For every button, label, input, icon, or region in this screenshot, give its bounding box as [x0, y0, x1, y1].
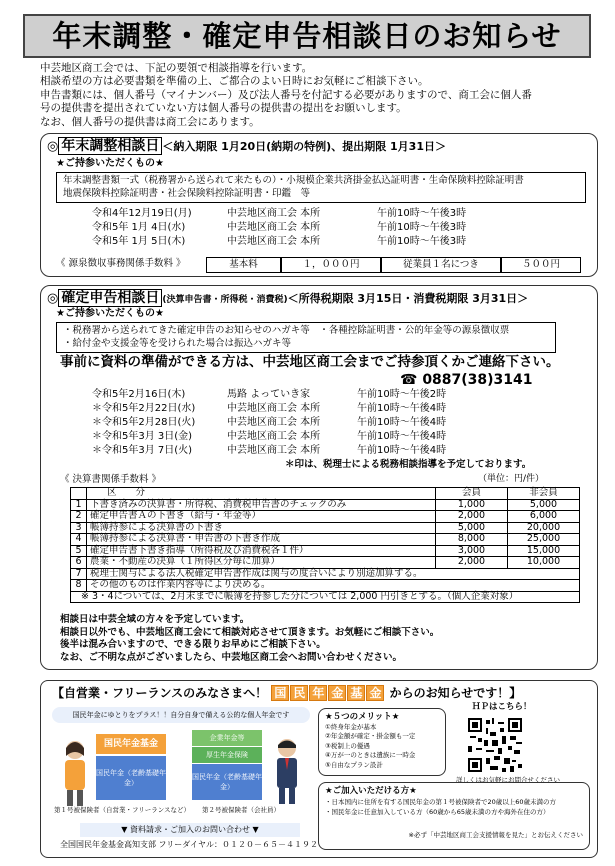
table-header-row [71, 488, 580, 500]
closing-line: なお、ご不明な点がございましたら、中芸地区商工会へお問い合わせください。 [60, 651, 403, 663]
welfare-block: 厚生年金保険 [192, 747, 262, 763]
schedule-place: 中芸地区商工会 本所 [227, 236, 321, 247]
merit-item: ④万が一のときは遺族に一時金 [325, 751, 416, 760]
woman-illustration-icon [58, 738, 92, 808]
table-cell: 確定申告書Ａの下書き（給与・年金等） [87, 511, 436, 523]
kikin-block: 国民年金基金 [96, 734, 166, 754]
contact-line: 全国国民年金基金高知支部 フリーダイヤル：０１２０－６５－４１９２ [60, 840, 318, 849]
qr-code-icon[interactable] [466, 716, 524, 774]
request-banner[interactable]: ▼ 資料請求・ご加入のお問い合わせ ▼ [80, 823, 300, 837]
schedule-place: 中芸地区商工会 本所 [227, 222, 321, 233]
schedule-date: ＊令和5年3月 7日(火) [92, 445, 193, 456]
table-cell: 4 [71, 534, 87, 546]
table-row [71, 545, 580, 557]
merit-item: ①終身年金が基本 [325, 722, 377, 731]
schedule-time: 午前10時～午後4時 [357, 445, 447, 456]
join-item: ・国民年金に任意加入している方（60歳から65歳未満の方や海外在住の方） [325, 807, 550, 816]
join-item: ・日本国内に住所を有する国民年金の第１号被保険者で20歳以上60歳未満の方 [325, 797, 557, 806]
nenmatsu-title: 年末調整相談日 [58, 137, 162, 155]
table-header-member: 会員 [436, 488, 508, 500]
table-cell: 20,000 [508, 522, 580, 534]
kokumin-block-1: 国民年金（老齢基礎年金） [96, 756, 166, 800]
table-cell: 5 [71, 545, 87, 557]
join-list [325, 797, 583, 817]
fee-per-label: 従業員１名につき [381, 257, 501, 273]
schedule-date: 令和4年12月19日(月) [92, 208, 192, 219]
schedule-time: 午前10時～午後4時 [357, 431, 447, 442]
merit-item: ③税制上の優遇 [325, 741, 370, 750]
hp-label: ＨＰはこちら！ [472, 702, 532, 712]
merit-item: ②年金額が確定・掛金額も一定 [325, 732, 416, 741]
nenmatsu-bring-label: ★ご持参いただくもの★ [56, 158, 164, 169]
join-title: ★ご加入いただける方★ [325, 786, 417, 796]
table-cell: 税理士関与による法人税確定申告書作成は関与の度合いにより別途加算する。 [87, 568, 580, 580]
kakutei-fee-label: 《 決算書関係手数料 》 [60, 474, 162, 485]
schedule-time: 午前10時～午後3時 [377, 236, 467, 247]
schedule-row [92, 388, 572, 402]
schedule-place: 中芸地区商工会 本所 [227, 208, 321, 219]
closing-line: 相談日以外でも、中芸地区商工会にて相談対応させて頂きます。お気軽にご相談下さい。 [60, 626, 440, 638]
merits-list [325, 723, 439, 771]
businessman-illustration-icon [270, 736, 304, 806]
ad-banner: 国民年金にゆとりをプラス！！自分自身で備える公的な個人年金です [52, 707, 310, 723]
corp-block: 企業年金等 [192, 730, 262, 746]
phone-number[interactable]: ☎ 0887(38)3141 [400, 372, 533, 388]
ad-tag: 基 [347, 685, 365, 701]
fee-table [70, 487, 580, 603]
type1-text: 第１号被保険者 [54, 806, 100, 814]
nenmatsu-schedule [92, 207, 572, 249]
schedule-date: ＊令和5年2月22日(水) [92, 403, 196, 414]
table-cell: 農業・不動産の決算（１所得区分毎に加算） [87, 557, 436, 569]
schedule-time: 午前10時～午後4時 [357, 417, 447, 428]
ad-tag: 国 [271, 685, 289, 701]
fee-label: 《 源泉徴収事務関係手数料 》 [56, 258, 186, 269]
nenmatsu-fee-row [56, 257, 586, 273]
table-cell: 5,000 [436, 522, 508, 534]
fee-base-value: １，０００円 [281, 257, 381, 273]
intro-line: 中芸地区商工会では、下記の要領で相談指導を行います。 [40, 62, 313, 74]
ad-tag: 年 [309, 685, 327, 701]
kakutei-bring-list [56, 322, 556, 353]
tax-note: ＊印は、税理士による税務相談指導を予定しております。 [285, 459, 532, 470]
intro-line: 申告書類には、個人番号（マイナンバー）及び法人番号を付記する必要がありますので、商工会に個人番 [40, 88, 532, 101]
table-cell: 確定申告書下書き指導（所得税及び消費税各１件） [87, 545, 436, 557]
qr-caption: 詳しくはお気軽にお問合せください [456, 776, 560, 784]
table-cell: 2,000 [436, 511, 508, 523]
pension-diagram [52, 728, 310, 818]
table-cell: 1 [71, 499, 87, 511]
table-cell: 7 [71, 568, 87, 580]
table-cell: 帳簿持参による決算書の下書き [87, 522, 436, 534]
table-cell: 1,000 [436, 499, 508, 511]
table-cell: 6,000 [508, 511, 580, 523]
kokumin-block-2: 国民年金（老齢基礎年金） [192, 764, 262, 800]
join-box [318, 782, 590, 850]
table-cell: 帳簿持参による決算書・申告書の下書き作成 [87, 534, 436, 546]
table-cell: 下書き済みの決算書・所得税、消費税申告書のチェックのみ [87, 499, 436, 511]
closing-line: 後半は混み合いますので、できる限りお早めにご相談下さい。 [60, 639, 326, 650]
nenmatsu-heading [47, 138, 446, 156]
ad-tag: 金 [328, 685, 346, 701]
table-cell: 2 [71, 511, 87, 523]
table-cell: 8,000 [436, 534, 508, 546]
schedule-date: 令和5年2月16日(木) [92, 389, 186, 400]
table-cell: 5,000 [508, 499, 580, 511]
intro-line: 号の提供書を提出されていない方は個人番号の提供書の提出をお願いします。 [40, 102, 407, 115]
ad-tag: 民 [290, 685, 308, 701]
table-row [71, 557, 580, 569]
schedule-place: 中芸地区商工会 本所 [227, 445, 321, 456]
bullet-circle: ◎ [47, 291, 59, 306]
schedule-time: 午前10時～午後3時 [377, 222, 467, 233]
merits-title: ★５つのメリット★ [325, 712, 400, 722]
bring-item: 地震保険料控除証明書・社会保険料控除証明書・印鑑 等 [63, 187, 311, 199]
nenmatsu-bring-list [56, 172, 586, 203]
kakutei-bring-label: ★ご持参いただくもの★ [56, 308, 164, 319]
closing-notes [60, 614, 590, 664]
schedule-place: 中芸地区商工会 本所 [227, 431, 321, 442]
schedule-row [92, 416, 572, 430]
schedule-date: ＊令和5年2月28日(火) [92, 417, 196, 428]
schedule-date: 令和5年 1月 4日(水) [92, 222, 186, 233]
schedule-row [92, 402, 572, 416]
page-title: 年末調整・確定申告相談日のお知らせ [23, 14, 591, 58]
schedule-time: 午前10時～午後4時 [357, 403, 447, 414]
kakutei-notice: 事前に資料の準備ができる方は、中芸地区商工会までご持参頂くかご連絡下さい。 [60, 354, 560, 370]
schedule-place: 中芸地区商工会 本所 [227, 403, 321, 414]
table-header-nonmember: 非会員 [508, 488, 580, 500]
join-note: ※必ず「中芸地区商工会支援情報を見た」とお伝えください [408, 830, 583, 839]
table-cell: 3 [71, 522, 87, 534]
type2-label [202, 806, 280, 814]
schedule-row [92, 207, 572, 221]
kakutei-title: 確定申告相談日 [58, 289, 162, 307]
table-cell: 25,000 [508, 534, 580, 546]
schedule-date: 令和5年 1月 5日(木) [92, 236, 186, 247]
table-header-kubun: 区 分 [87, 488, 436, 500]
unit-label: （単位：円/件） [478, 474, 545, 484]
bullet-circle: ◎ [47, 139, 59, 154]
table-cell: 10,000 [508, 557, 580, 569]
table-cell: その他のものは作業内容等により決める。 [87, 580, 580, 592]
type1-note: （自営業・フリーランスなど） [99, 806, 191, 814]
type2-text: 第２号被保険者 [202, 806, 248, 814]
ad-headline-pre: 【自営業・フリーランスのみなさまへ！ [52, 686, 268, 700]
ad-tag: 金 [366, 685, 384, 701]
merits-box [318, 708, 446, 776]
table-row [71, 568, 580, 580]
table-row [71, 522, 580, 534]
schedule-place: 中芸地区商工会 本所 [227, 417, 321, 428]
ad-headline-post: からのお知らせです！】 [389, 686, 522, 700]
bring-item: ・税務署から送られてきた確定申告のお知らせのハガキ等 ・各種控除証明書・公的年金等の源泉徴収票 [63, 325, 510, 336]
table-row [71, 580, 580, 592]
kakutei-schedule [92, 388, 572, 458]
schedule-row [92, 221, 572, 235]
table-row [71, 499, 580, 511]
schedule-place: 馬路 よっていき家 [227, 389, 311, 400]
schedule-date: ＊令和5年3月 3日(金) [92, 431, 193, 442]
table-cell: 3,000 [436, 545, 508, 557]
intro-line: 相談希望の方は必要書類を準備の上、ご都合のよい日時にお気軽にご相談下さい。 [40, 75, 429, 88]
schedule-row [92, 430, 572, 444]
schedule-time: 午前10時～午後2時 [357, 389, 447, 400]
merit-item: ⑤自由なプラン設計 [325, 760, 383, 769]
kakutei-heading [47, 290, 528, 308]
schedule-row [92, 444, 572, 458]
bring-item: ・給付金や支援金等を受けられた場合は振込ハガキ等 [63, 337, 292, 349]
table-cell [71, 488, 87, 500]
closing-line: 相談日は中芸全域の方々を予定しています。 [60, 614, 250, 625]
fee-per-value: ５００円 [501, 257, 581, 273]
table-cell: 6 [71, 557, 87, 569]
schedule-time: 午前10時～午後3時 [377, 208, 467, 219]
kakutei-deadline: ＜所得税期限 3月15日・消費税期限 3月31日＞ [287, 292, 529, 305]
table-footnote: ※ 3・4については、2月末までに帳簿を持参した分については 2,000 円引きとする。（個人企業対象） [71, 591, 580, 603]
kakutei-sub: (決算申告書・所得税・消費税) [162, 295, 288, 305]
type2-note: （会社員） [247, 806, 280, 814]
intro-line: なお、個人番号の提供書は商工会にあります。 [40, 115, 260, 128]
fee-base-label: 基本料 [206, 257, 281, 273]
table-footnote-row [71, 591, 580, 603]
table-cell: 8 [71, 580, 87, 592]
intro-text [40, 62, 600, 129]
table-cell: 15,000 [508, 545, 580, 557]
type1-label [54, 806, 190, 814]
table-cell: 2,000 [436, 557, 508, 569]
nenmatsu-deadline: ＜納入期限 1月20日(納期の特例)、提出期限 1月31日＞ [162, 140, 446, 153]
table-row [71, 534, 580, 546]
schedule-row [92, 235, 572, 249]
bring-item: 年末調整書類一式（税務署から送られて来たもの）・小規模企業共済掛金払込証明書・生命保険料控除証明書 [63, 175, 524, 186]
ad-headline [52, 686, 521, 701]
table-row [71, 511, 580, 523]
